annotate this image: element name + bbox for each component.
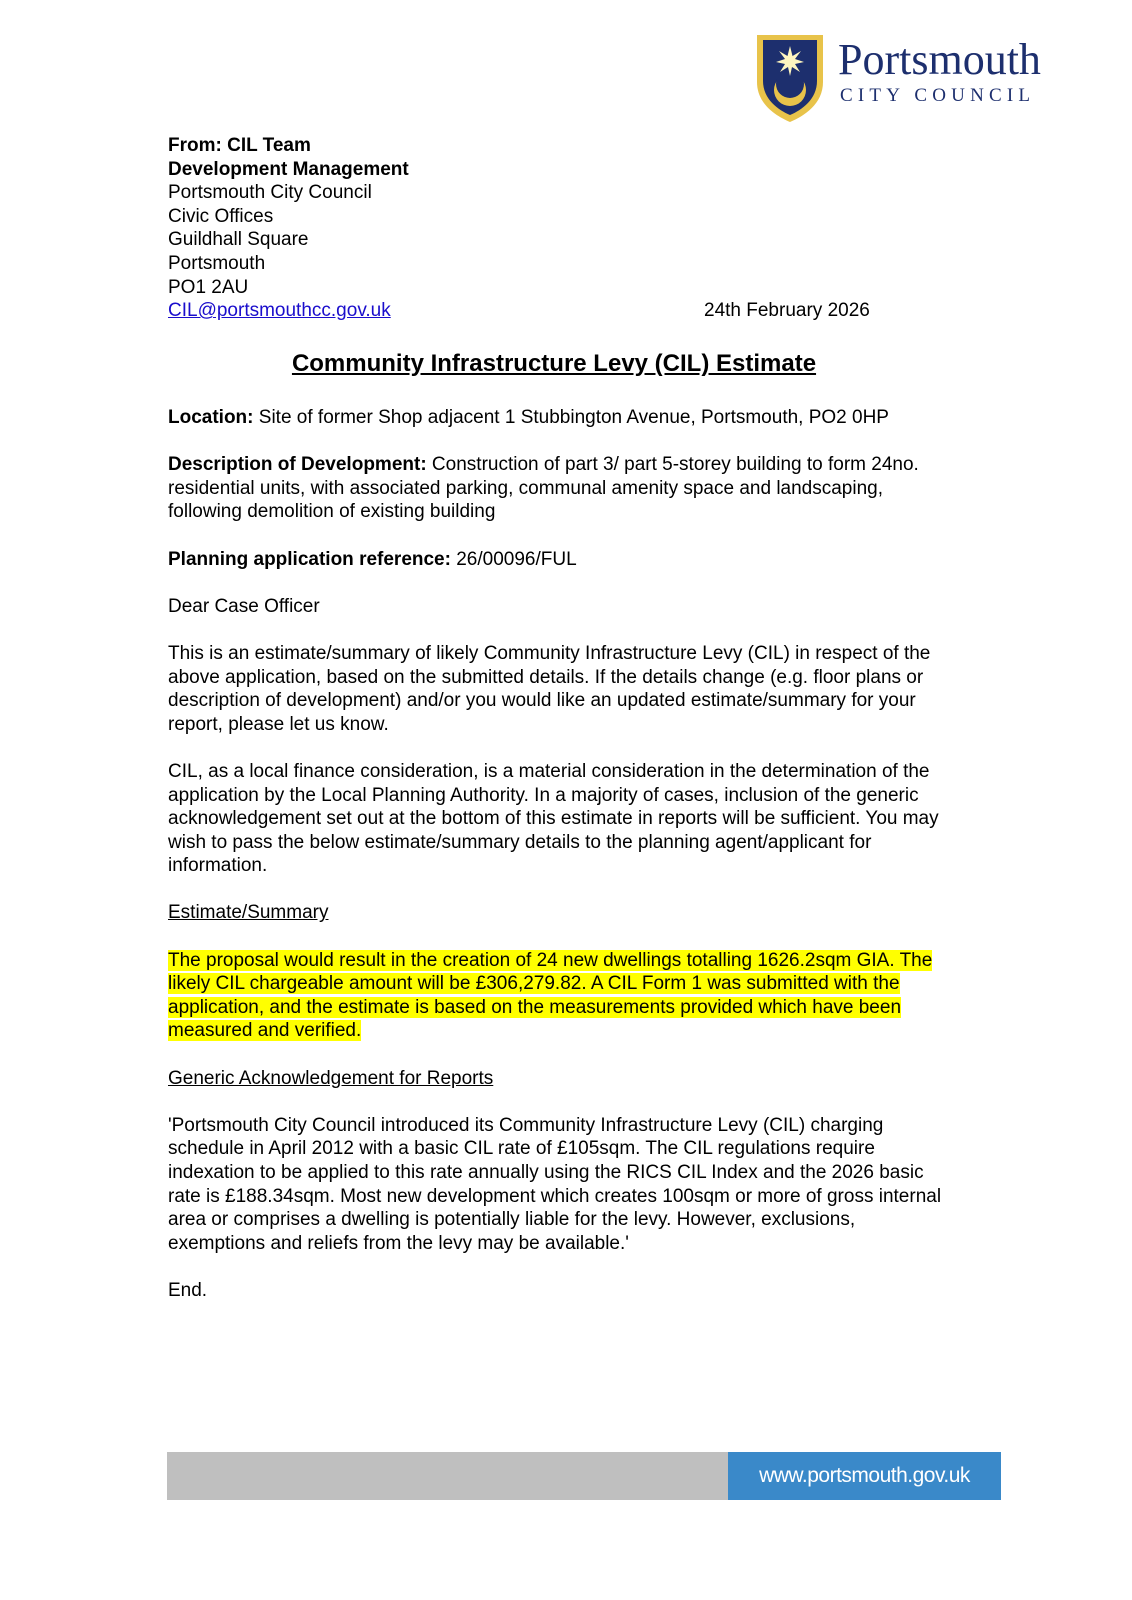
sender-from: From: CIL Team — [168, 135, 311, 156]
estimate-heading: Estimate/Summary — [168, 902, 329, 924]
crest-icon — [754, 32, 826, 124]
address-line: Guildhall Square — [168, 229, 309, 251]
letter-date: 24th February 2026 — [704, 300, 870, 321]
description-line — [168, 453, 948, 524]
logo-wordmark: Portsmouth — [838, 35, 1041, 84]
address-line: Portsmouth City Council — [168, 182, 372, 204]
logo-subtitle: CITY COUNCIL — [840, 85, 1036, 106]
acknowledgement-heading: Generic Acknowledgement for Reports — [168, 1067, 494, 1089]
sender-department: Development Management — [168, 158, 409, 180]
page-title: Community Infrastructure Levy (CIL) Estimate — [291, 350, 817, 377]
sender-block — [168, 134, 409, 323]
estimate-text: The proposal would result in the creation of 24 new dwellings totalling 1626.2sqm GIA. The likely CIL chargeable amount will be £306,279.82. A CIL Form 1 was submitted with the application, and the estimate is based on the measurements provided which have been measured and verified. — [168, 949, 933, 1042]
letter-body — [168, 406, 948, 1326]
end-text: End. — [168, 1279, 208, 1301]
location-value: Site of former Shop adjacent 1 Stubbington Avenue, Portsmouth, PO2 0HP — [253, 407, 889, 428]
address-line: Portsmouth — [168, 252, 266, 274]
council-logo — [754, 32, 1074, 124]
intro-paragraph: This is an estimate/summary of likely Community Infrastructure Levy (CIL) in respect of the above application, based on the submitted details. If the details change (e.g. floor plans or description of development) and/or you would like an updated estimate/summary for your report, please let us know. — [168, 642, 931, 735]
address-line: Civic Offices — [168, 205, 274, 227]
address-line: PO1 2AU — [168, 276, 249, 298]
description-label: Description of Development: — [168, 454, 427, 476]
location-label: Location: — [168, 407, 254, 428]
consideration-paragraph: CIL, as a local finance consideration, is a material consideration in the determination of the application by the Local Planning Authority. In a majority of cases, inclusion of the generic acknowledgement set out at the bottom of this estimate in reports will be sufficient. You may wish to pass the below estimate/summary details to the planning agent/applicant for information. — [168, 760, 939, 877]
description-value: Construction of part 3/ part 5-storey building to form 24no. residential units, with associated parking, communal amenity space and landscaping, following demolition of existing building — [168, 454, 919, 523]
reference-label: Planning application reference: — [168, 548, 451, 570]
email-link[interactable]: CIL@portsmouthcc.gov.uk — [168, 300, 391, 322]
reference-value: 26/00096/FUL — [450, 548, 577, 570]
salutation: Dear Case Officer — [168, 595, 320, 617]
acknowledgement-text: 'Portsmouth City Council introduced its Community Infrastructure Levy (CIL) charging schedule in April 2012 with a basic CIL rate of £105sqm. The CIL regulations require indexation to be applied to this rate annually using the RICS CIL Index and the 2026 basic rate is £188.34sqm. Most new development which creates 100sqm or more of gross internal area or comprises a dwelling is potentially liable for the levy. However, exclusions, exemptions and reliefs from the levy may be available.' — [168, 1114, 942, 1254]
footer-bar — [167, 1452, 1001, 1500]
location-line — [168, 406, 948, 430]
footer-grey-band — [167, 1452, 728, 1500]
footer-url: www.portsmouth.gov.uk — [728, 1452, 1001, 1500]
reference-line — [168, 548, 948, 572]
